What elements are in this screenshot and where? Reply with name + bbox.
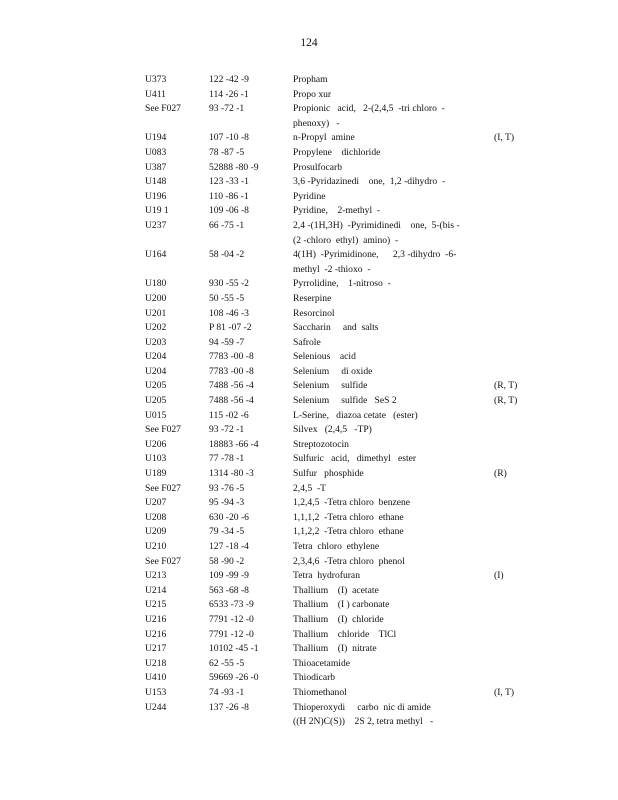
cas-number: 7791 -12 -0 [209,628,254,640]
cas-number: 109 -06 -8 [209,205,249,217]
table-row [0,219,618,248]
cas-number: 127 -18 -4 [209,541,249,552]
substance-name [293,307,493,322]
waste-code: U148 [145,176,167,188]
table-row [0,686,618,701]
table-row [0,321,618,336]
substance-name [293,219,493,248]
cas-number: 110 -86 -1 [209,190,249,202]
substance-name-line: Resorcinol [293,307,335,319]
waste-code: U164 [145,249,167,261]
substance-name-line: Pyridine, 2-methyl - [293,205,381,217]
hazard-code: (I, T) [494,686,515,698]
substance-name [293,394,493,409]
substance-name [293,277,493,292]
substance-name-line: 1,1,1,2 -Tetra chloro ethane [293,511,404,523]
waste-code: U196 [145,190,167,202]
cas-number: 74 -93 -1 [209,686,245,698]
substance-name-line: Thallium (I) acetate [293,584,379,596]
substance-name [293,569,493,584]
table-row [0,204,618,219]
table-row [0,175,618,190]
substance-name [293,321,493,336]
substance-name [293,496,493,511]
waste-code: U201 [145,307,167,319]
cas-number: 107 -10 -8 [209,132,249,144]
cas-number: 7783 -00 -8 [209,351,254,363]
substance-name [293,204,493,219]
substance-name [293,701,493,730]
waste-code: U205 [145,395,167,407]
table-row [0,525,618,540]
waste-code: See F027 [145,555,181,567]
substance-name-line: 2,4,5 -T [293,482,327,494]
cas-number: 52888 -80 -9 [209,161,259,173]
table-row [0,467,618,482]
waste-code: U410 [145,672,167,684]
substance-name-line: Propo xur [293,88,332,100]
cas-number: 66 -75 -1 [209,219,245,231]
substance-name-line: Thiodicarb [293,672,336,684]
cas-number: 58 -90 -2 [209,555,245,567]
cas-number: 95 -94 -3 [209,497,245,509]
table-row [0,248,618,277]
cas-number: 123 -33 -1 [209,176,249,188]
cas-number: 94 -59 -7 [209,336,245,348]
cas-number: 62 -55 -5 [209,657,245,669]
cas-number: 7488 -56 -4 [209,395,254,407]
cas-number: 109 -99 -9 [209,570,249,582]
substance-name-line: Thioperoxydi carbo nic di amide [293,701,431,713]
substance-name [293,482,493,497]
table-row [0,292,618,307]
substance-name [293,584,493,599]
substance-name [293,336,493,351]
substance-name-line: 2,3,4,6 -Tetra chloro phenol [293,555,405,567]
table-row [0,190,618,205]
substance-name-line: Tetra hydrofuran [293,570,360,582]
table-row [0,350,618,365]
waste-code: U204 [145,351,167,363]
substance-name-line: phenoxy) - [293,117,340,129]
cas-number: 93 -72 -1 [209,103,245,115]
substance-name-line: Pyrrolidine, 1-nitroso - [293,278,391,290]
waste-code: See F027 [145,482,181,494]
cas-number: 114 -26 -1 [209,88,249,100]
cas-number: 10102 -45 -1 [209,643,259,655]
substance-name [293,350,493,365]
waste-code: U210 [145,541,167,552]
table-row [0,423,618,438]
waste-code: U216 [145,628,167,640]
substance-name [293,146,493,161]
table-row [0,131,618,146]
waste-code: U200 [145,292,167,304]
substance-name [293,511,493,526]
cas-number: 7488 -56 -4 [209,380,254,392]
table-row [0,701,618,730]
hazard-code: (I, T) [494,132,515,144]
cas-number: 50 -55 -5 [209,292,245,304]
table-row [0,569,618,584]
table-row [0,394,618,409]
hazard-code: (I) [494,570,504,582]
waste-code: See F027 [145,424,181,436]
table-row [0,452,618,467]
hazard-code: (R, T) [494,380,518,392]
substance-name-line: Prosulfocarb [293,161,343,173]
substance-name [293,438,493,453]
cas-number: 7783 -00 -8 [209,365,254,377]
table-row [0,671,618,686]
substance-name-line: Thiomethanol [293,686,347,698]
substance-name-line: Propylene dichloride [293,146,381,158]
substance-name-line: 3,6 -Pyridazinedi one, 1,2 -dihydro - [293,176,446,188]
substance-name-line: 1,2,4,5 -Tetra chloro benzene [293,497,411,509]
waste-code: U103 [145,453,167,465]
cas-number: 58 -04 -2 [209,249,245,261]
table-row [0,409,618,424]
substance-name-line: Selenium di oxide [293,365,373,377]
hazard-code: (R) [494,468,507,480]
substance-name-line: Pyridine [293,190,326,202]
cas-number: 78 -87 -5 [209,146,245,158]
waste-code: U215 [145,599,167,611]
waste-code: U207 [145,497,167,509]
substance-name-line: n-Propyl amine [293,132,355,144]
waste-code: U083 [145,146,167,158]
waste-code: U373 [145,74,167,85]
waste-code: See F027 [145,103,181,115]
cas-number: 7791 -12 -0 [209,613,254,625]
table-row [0,584,618,599]
table-row [0,540,618,555]
substance-name [293,190,493,205]
substance-name-line: Safrole [293,336,321,348]
waste-code: U206 [145,438,167,450]
substance-name-line: 2,4 -(1H,3H) -Pyrimidinedi one, 5-(bis - [293,219,460,231]
substance-name [293,671,493,686]
table-row [0,307,618,322]
substance-name-line: Propham [293,74,328,85]
cas-number: 93 -76 -5 [209,482,245,494]
substance-name [293,161,493,176]
table-row [0,146,618,161]
substance-name-line: Reserpine [293,292,332,304]
waste-code: U194 [145,132,167,144]
cas-number: 79 -34 -5 [209,526,245,538]
substance-name-line: Thallium chloride TlCl [293,628,397,640]
substance-name-line: Thallium (I) chloride [293,613,384,625]
waste-code: U237 [145,219,167,231]
waste-code: U387 [145,161,167,173]
waste-code-table [0,73,618,730]
substance-name-line: Silvex (2,4,5 -TP) [293,424,372,436]
substance-name [293,379,493,394]
cas-number: 115 -02 -6 [209,409,249,421]
substance-name-line: Sulfuric acid, dimethyl ester [293,453,417,465]
substance-name-line: Thallium (I ) carbonate [293,599,390,611]
substance-name [293,409,493,424]
substance-name [293,175,493,190]
substance-name [293,73,493,88]
waste-code: U216 [145,613,167,625]
table-row [0,657,618,672]
substance-name-line: Thallium (I) nitrate [293,643,377,655]
cas-number: 93 -72 -1 [209,424,245,436]
waste-code: U217 [145,643,167,655]
substance-name [293,423,493,438]
substance-name-line: methyl -2 -thioxo - [293,263,371,275]
substance-name [293,467,493,482]
table-row [0,496,618,511]
substance-name [293,686,493,701]
waste-code: U213 [145,570,167,582]
substance-name-line: Thioacetamide [293,657,351,669]
cas-number: 59669 -26 -0 [209,672,259,684]
cas-number: 122 -42 -9 [209,74,249,85]
waste-code: U218 [145,657,167,669]
cas-number: P 81 -07 -2 [209,322,252,334]
substance-name-line: Sulfur phosphide [293,468,364,480]
waste-code: U208 [145,511,167,523]
table-row [0,336,618,351]
table-row [0,438,618,453]
substance-name [293,628,493,643]
waste-code: U209 [145,526,167,538]
table-row [0,555,618,570]
table-row [0,73,618,88]
table-row [0,88,618,103]
waste-code: U203 [145,336,167,348]
substance-name [293,248,493,277]
waste-code: U19 1 [145,205,169,217]
waste-code: U244 [145,701,167,713]
cas-number: 563 -68 -8 [209,584,249,596]
waste-code: U015 [145,409,167,421]
table-row [0,102,618,131]
table-row [0,511,618,526]
cas-number: 6533 -73 -9 [209,599,254,611]
substance-name [293,613,493,628]
substance-name [293,131,493,146]
table-row [0,379,618,394]
substance-name [293,102,493,131]
substance-name [293,525,493,540]
substance-name-line: Selenious acid [293,351,356,363]
substance-name-line: (2 -chloro ethyl) amino) - [293,234,399,246]
substance-name-line: Saccharin and salts [293,322,379,334]
waste-code: U189 [145,468,167,480]
cas-number: 137 -26 -8 [209,701,249,713]
table-row [0,642,618,657]
cas-number: 18883 -66 -4 [209,438,259,450]
cas-number: 108 -46 -3 [209,307,249,319]
waste-code: U180 [145,278,167,290]
substance-name [293,452,493,467]
substance-name-line: Propionic acid, 2-(2,4,5 -tri chloro - [293,103,445,115]
substance-name-line: 1,1,2,2 -Tetra chloro ethane [293,526,404,538]
substance-name [293,540,493,555]
table-row [0,482,618,497]
waste-code: U411 [145,88,166,100]
cas-number: 930 -55 -2 [209,278,249,290]
substance-name [293,555,493,570]
cas-number: 1314 -80 -3 [209,468,254,480]
substance-name [293,657,493,672]
waste-code: U205 [145,380,167,392]
waste-code: U214 [145,584,167,596]
table-row [0,628,618,643]
substance-name-line: Tetra chloro ethylene [293,541,380,552]
substance-name-line: 4(1H) -Pyrimidinone, 2,3 -dihydro -6- [293,249,457,261]
table-row [0,277,618,292]
substance-name [293,642,493,657]
substance-name [293,365,493,380]
table-row [0,365,618,380]
waste-code: U153 [145,686,167,698]
substance-name-line: Selenium sulfide SeS 2 [293,395,397,407]
page-number: 124 [300,37,318,49]
waste-code: U202 [145,322,167,334]
table-row [0,598,618,613]
substance-name [293,598,493,613]
cas-number: 77 -78 -1 [209,453,245,465]
substance-name-line: Streptozotocin [293,438,349,450]
table-row [0,613,618,628]
substance-name-line: L-Serine, diazoa cetate (ester) [293,409,418,421]
substance-name-line: Selenium sulfide [293,380,368,392]
substance-name [293,88,493,103]
substance-name-line: ((H 2N)C(S)) 2S 2, tetra methyl - [293,716,434,728]
table-row [0,161,618,176]
substance-name [293,292,493,307]
cas-number: 630 -20 -6 [209,511,249,523]
hazard-code: (R, T) [494,395,518,407]
waste-code: U204 [145,365,167,377]
